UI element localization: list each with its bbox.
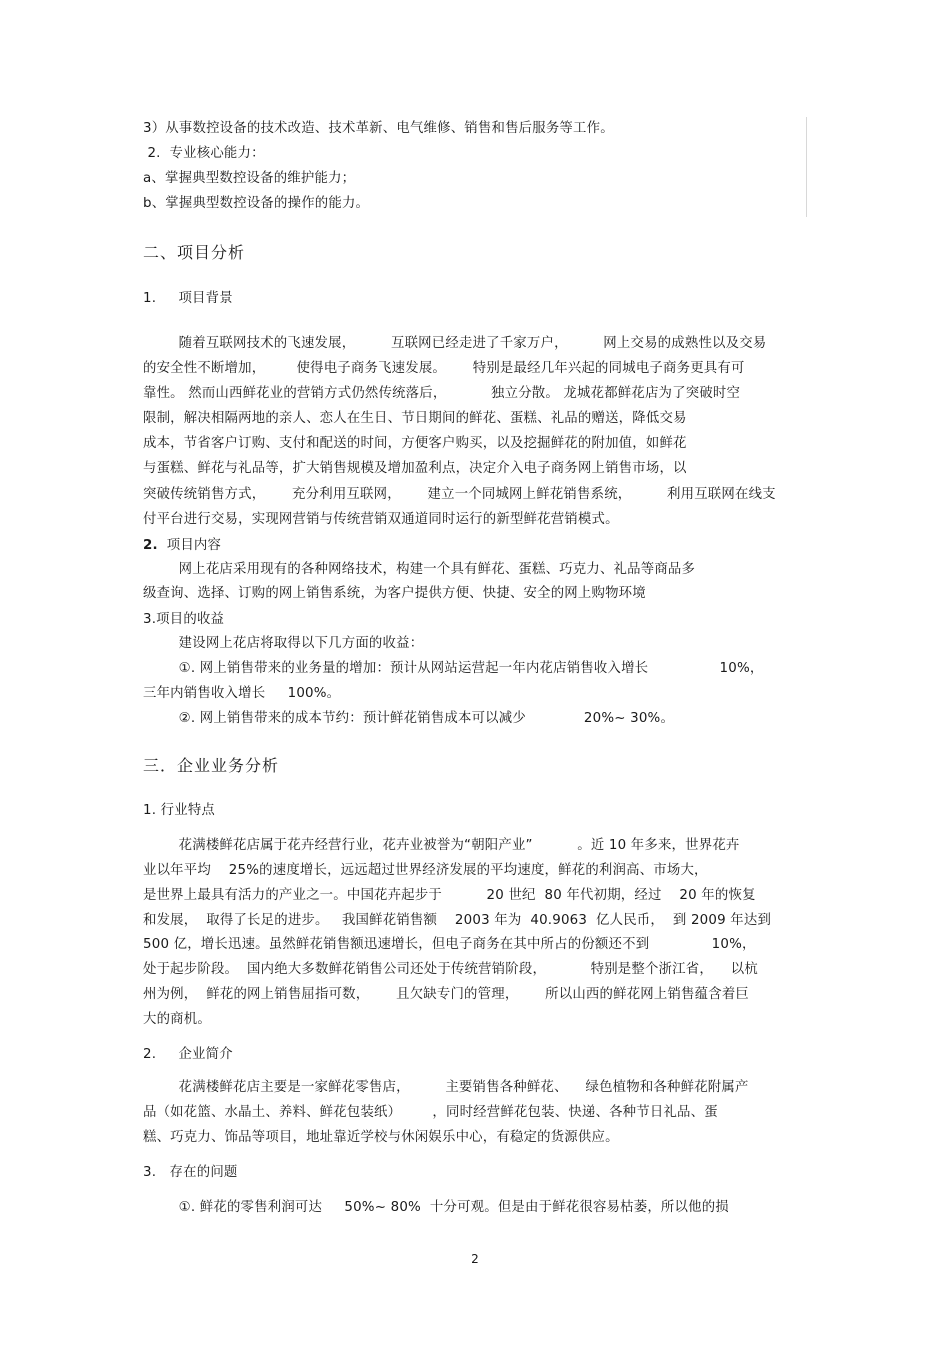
paragraph-line: 与蛋糕、鲜花与礼品等，扩大销售规模及增加盈利点，决定介入电子商务网上销售市场，以	[143, 461, 687, 476]
paragraph-line: 建设网上花店将取得以下几方面的收益：	[143, 636, 424, 651]
paragraph-line: ②. 网上销售带来的成本节约：预计鲜花销售成本可以减少 20%~ 30%。	[143, 711, 675, 726]
paragraph-line: 随着互联网技术的飞速发展， 互联网已经走进了千家万户， 网上交易的成熟性以及交易	[143, 336, 767, 351]
subsection-heading: 1. 项目背景	[143, 291, 233, 306]
paragraph-line: 级查询、选择、订购的网上销售系统，为客户提供方便、快捷、安全的网上购物环境	[143, 586, 646, 601]
subsection-title: 项目内容	[157, 538, 222, 553]
list-item: 2. 专业核心能力：	[143, 146, 265, 161]
table-border-line	[806, 117, 807, 217]
subsection-heading: 3. 存在的问题	[143, 1165, 238, 1180]
paragraph-line: 糕、巧克力、饰品等项目，地址靠近学校与休闲娱乐中心，有稳定的货源供应。	[143, 1130, 619, 1145]
section-heading: 二、项目分析	[143, 243, 246, 262]
paragraph-line: 三年内销售收入增长 100%。	[143, 686, 341, 701]
paragraph-line: 处于起步阶段。 国内绝大多数鲜花销售公司还处于传统营销阶段， 特别是整个浙江省， 以杭	[143, 962, 758, 977]
paragraph-line: 品（如花篮、水晶土、养料、鲜花包装纸） ，同时经营鲜花包装、快递、各种节日礼品、蛋	[143, 1105, 718, 1120]
paragraph-line: 突破传统销售方式， 充分利用互联网， 建立一个同城网上鲜花销售系统， 利用互联网在线支	[143, 487, 776, 502]
paragraph-line: 是世界上最具有活力的产业之一。中国花卉起步于 20 世纪 80 年代初期，经过 20 年的恢复	[143, 888, 756, 903]
paragraph-line: 花满楼鲜花店属于花卉经营行业，花卉业被誉为“朝阳产业” 。近 10 年多来，世界花卉	[143, 838, 740, 853]
paragraph-line: 付平台进行交易，实现网营销与传统营销双通道同时运行的新型鲜花营销模式。	[143, 512, 619, 527]
paragraph-line: 州为例， 鲜花的网上销售屈指可数， 且欠缺专门的管理， 所以山西的鲜花网上销售蕴含着巨	[143, 987, 750, 1002]
subsection-heading: 2. 企业简介	[143, 1047, 233, 1062]
list-item: b、掌握典型数控设备的操作的能力。	[143, 196, 370, 211]
paragraph-line: 大的商机。	[143, 1012, 211, 1027]
subsection-heading: 1. 行业特点	[143, 803, 215, 818]
paragraph-line: 的安全性不断增加， 使得电子商务飞速发展。 特别是最经几年兴起的同城电子商务更具有可	[143, 361, 745, 376]
section-heading: 三．企业业务分析	[143, 756, 280, 775]
paragraph-line: 网上花店采用现有的各种网络技术，构建一个具有鲜花、蛋糕、巧克力、礼品等商品多	[143, 562, 696, 577]
paragraph-line: 成本，节省客户订购、支付和配送的时间，方便客户购买，以及挖掘鲜花的附加值，如鲜花	[143, 436, 687, 451]
subsection-heading: 3.项目的收益	[143, 612, 225, 627]
paragraph-line: ①. 网上销售带来的业务量的增加：预计从网站运营起一年内花店销售收入增长 10%，	[143, 661, 764, 676]
paragraph-line: 限制，解决相隔两地的亲人、恋人在生日、节日期间的鲜花、蛋糕、礼品的赠送，降低交易	[143, 411, 687, 426]
paragraph-line: 花满楼鲜花店主要是一家鲜花零售店， 主要销售各种鲜花、 绿色植物和各种鲜花附属产	[143, 1080, 749, 1095]
paragraph-line: ①. 鲜花的零售利润可达 50%~ 80% 十分可观。但是由于鲜花很容易枯萎，所以他的损	[143, 1200, 729, 1215]
list-item: 3）从事数控设备的技术改造、技术革新、电气维修、销售和售后服务等工作。	[143, 121, 614, 136]
paragraph-line: 业以年平均 25%的速度增长，远远超过世界经济发展的平均速度，鲜花的利润高、市场大，	[143, 863, 708, 878]
page-number: 2	[471, 1252, 479, 1266]
subsection-number: 2.	[143, 538, 158, 553]
paragraph-line: 500 亿，增长迅速。虽然鲜花销售额迅速增长，但电子商务在其中所占的份额还不到 10%，	[143, 937, 756, 952]
subsection-heading	[143, 537, 221, 555]
paragraph-line: 和发展， 取得了长足的进步。 我国鲜花销售额 2003 年为 40.9063 亿人民币， 到 2009 年达到	[143, 913, 772, 928]
paragraph-line: 靠性。 然而山西鲜花业的营销方式仍然传统落后， 独立分散。 龙城花都鲜花店为了突破时空	[143, 386, 741, 401]
list-item: a、掌握典型数控设备的维护能力；	[143, 171, 356, 186]
